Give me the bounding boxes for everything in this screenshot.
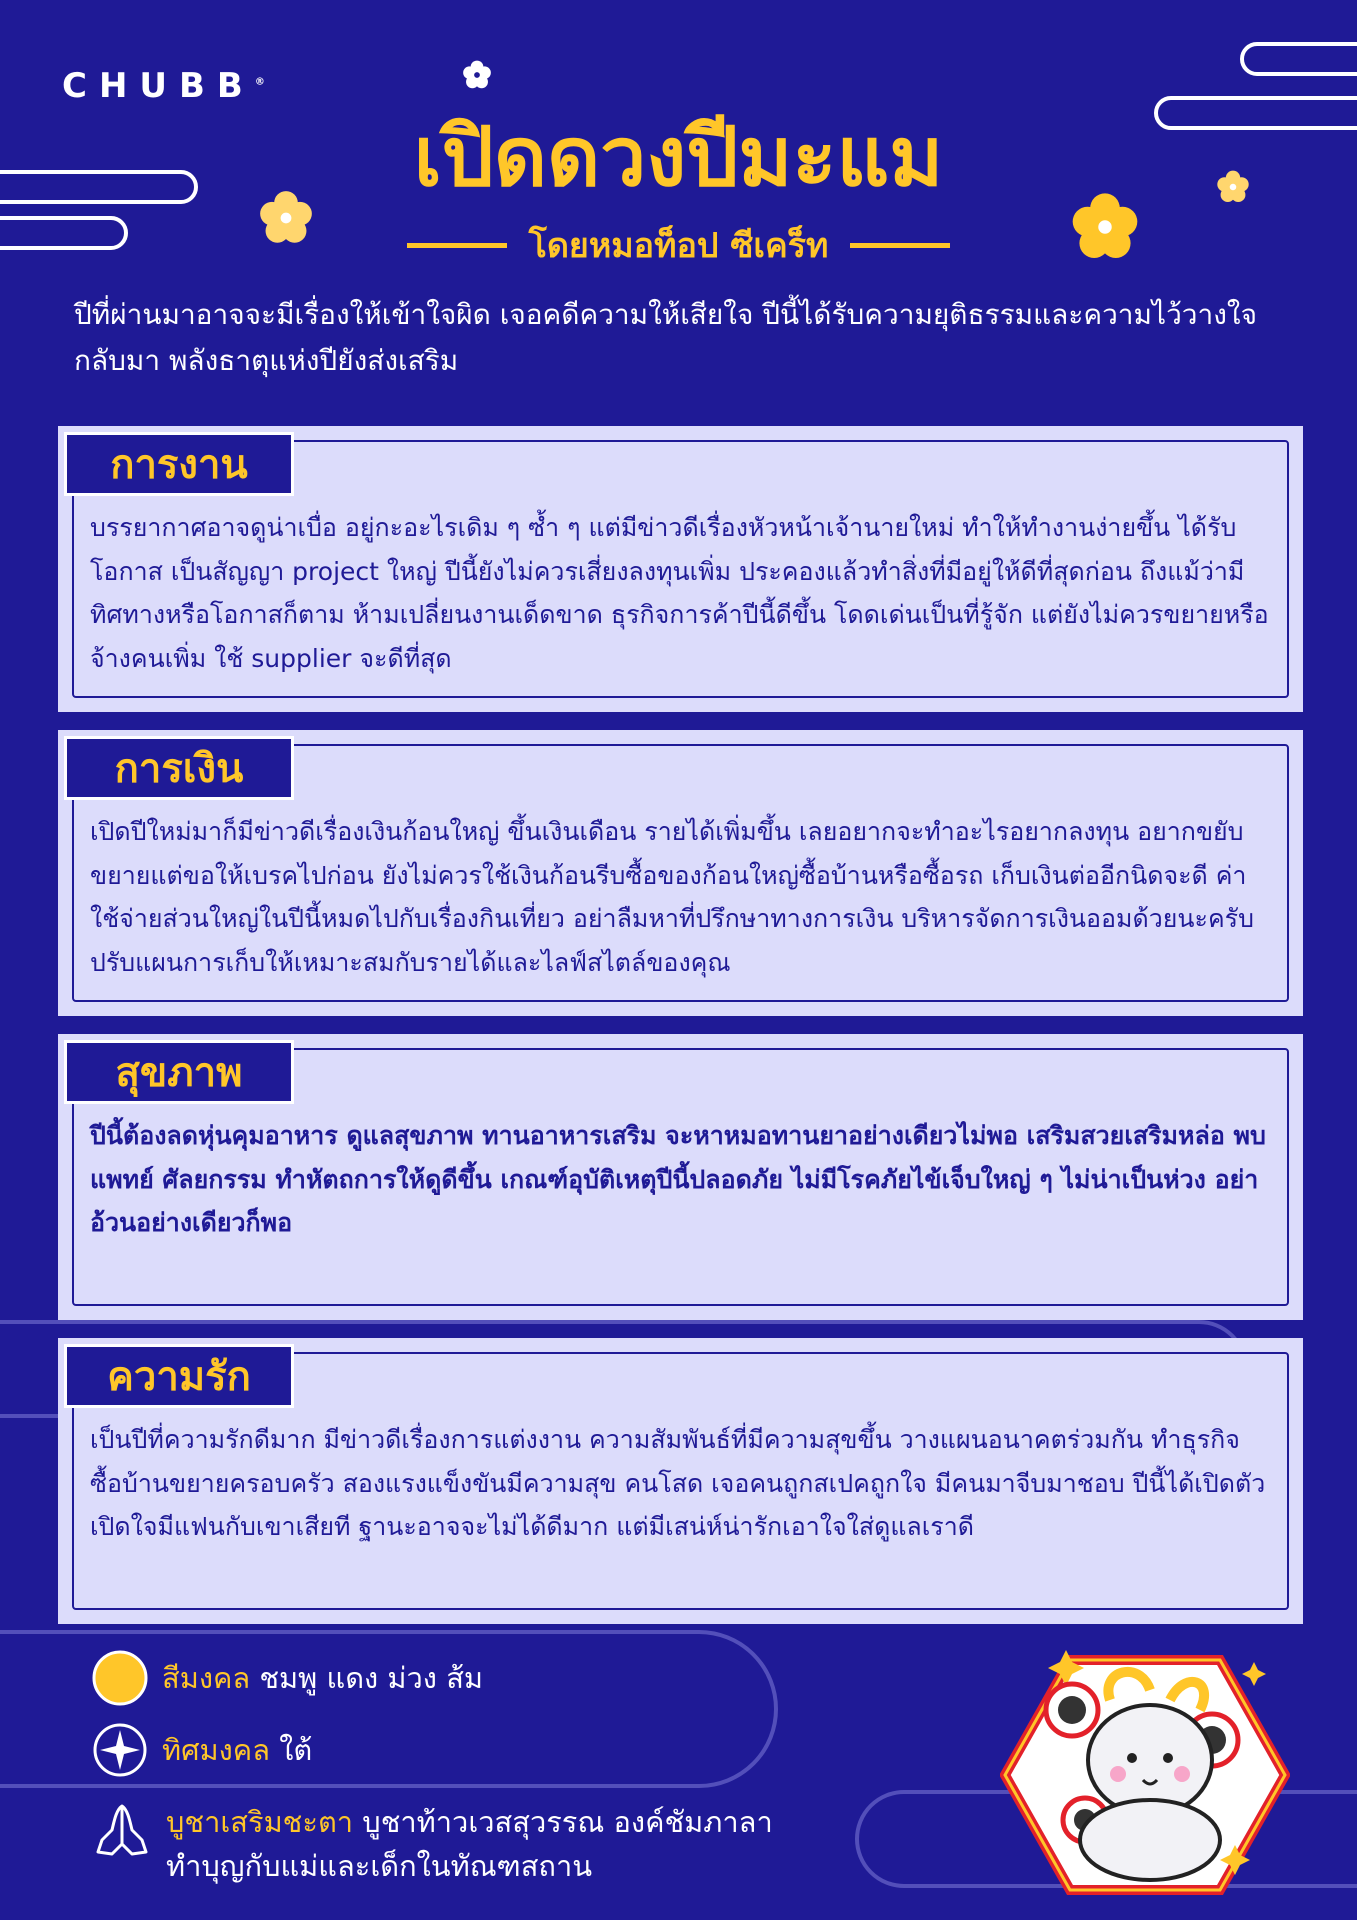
goat-illustration bbox=[1000, 1650, 1290, 1900]
section-body: เป็นปีที่ความรักดีมาก มีข่าวดีเรื่องการแต่งงาน ความสัมพันธ์ที่มีความสุขขึ้น วางแผนอนาคตร่วมกัน ทำธุรกิจ ซื้อบ้านขยายครอบครัว สองแรงแข็งขันมีความสุข คนโสด เจอคนถูกสเปคถูกใจ มีคนมาจีบมาชอบ ปีนี้ได้เปิดตัวเปิดใจมีแฟนกับเขาเสียที ฐานะอาจจะไม่ได้ดีมาก แต่มีเสน่ห์น่ารักเอาใจใส่ดูแลเราดี bbox=[90, 1425, 1266, 1541]
legend-value: ชมพู แดง ม่วง ส้ม bbox=[259, 1661, 484, 1695]
swoosh-decoration bbox=[1240, 42, 1357, 76]
section-finance bbox=[58, 730, 1303, 1016]
subtitle-row bbox=[0, 218, 1357, 272]
legend-value: บูชาท้าวเวสสุวรรณ องค์ชัมภาลา bbox=[362, 1805, 773, 1839]
legend-value-2: ทำบุญกับแม่และเด็กในทัณฑสถาน bbox=[166, 1849, 593, 1883]
section-title: การเงิน bbox=[64, 736, 294, 800]
compass-icon bbox=[92, 1722, 148, 1778]
lucky-direction-row bbox=[92, 1722, 312, 1778]
praying-hands-icon bbox=[92, 1800, 152, 1860]
section-body: บรรยากาศอาจดูน่าเบื่อ อยู่กะอะไรเดิม ๆ ซ้ำ ๆ แต่มีข่าวดีเรื่องหัวหน้าเจ้านายใหม่ ทำให้ทำงานง่ายขึ้น ได้รับโอกาส เป็นสัญญา project ใหญ่ ปีนี้ยังไม่ควรเสี่ยงลงทุนเพิ่ม ประคองแล้วทำสิ่งที่มีอยู่ให้ดีที่สุดก่อน ถึงแม้ว่ามีทิศทางหรือโอกาสก็ตาม ห้ามเปลี่ยนงานเด็ดขาด ธุรกิจการค้าปีนี้ดีขึ้น โดดเด่นเป็นที่รู้จัก แต่ยังไม่ควรขยายหรือจ้างคนเพิ่ม ใช้ supplier จะดีที่สุด bbox=[90, 513, 1269, 673]
section-love bbox=[58, 1338, 1303, 1624]
worship-row bbox=[92, 1800, 773, 1888]
section-title: การงาน bbox=[64, 432, 294, 496]
section-career bbox=[58, 426, 1303, 712]
chubb-logo: CHUBB® bbox=[62, 66, 265, 106]
sun-circle-icon bbox=[92, 1650, 148, 1706]
divider bbox=[850, 243, 950, 248]
intro-text: ปีที่ผ่านมาอาจจะมีเรื่องให้เข้าใจผิด เจอคดีความให้เสียใจ ปีนี้ได้รับความยุติธรรมและความไว้วางใจกลับมา พลังธาตุแห่งปียังส่งเสริม bbox=[74, 298, 1257, 377]
section-title: ความรัก bbox=[64, 1344, 294, 1408]
legend-key: บูชาเสริมชะตา bbox=[166, 1805, 354, 1839]
section-title: สุขภาพ bbox=[64, 1040, 294, 1104]
divider bbox=[407, 243, 507, 248]
legend-key: ทิศมงคล bbox=[162, 1733, 270, 1767]
section-body: ปีนี้ต้องลดหุ่นคุมอาหาร ดูแลสุขภาพ ทานอาหารเสริม จะหาหมอทานยาอย่างเดียวไม่พอ เสริมสวยเสริมหล่อ พบแพทย์ ศัลยกรรม ทำหัตถการให้ดูดีขึ้น เกณฑ์อุบัติเหตุปีนี้ปลอดภัย ไม่มีโรคภัยไข้เจ็บใหญ่ ๆ ไม่น่าเป็นห่วง อย่าอ้วนอย่างเดียวก็พอ bbox=[90, 1121, 1266, 1237]
page-subtitle: โดยหมอท็อป ซีเคร็ท bbox=[528, 226, 829, 266]
section-body: เปิดปีใหม่มาก็มีข่าวดีเรื่องเงินก้อนใหญ่ ขึ้นเงินเดือน รายได้เพิ่มขึ้น เลยอยากจะทำอะไรอยากลงทุน อยากขยับขยายแต่ขอให้เบรคไปก่อน ยังไม่ควรใช้เงินก้อนรีบซื้อของก้อนใหญ่ซื้อบ้านหรือซื้อรถ เก็บเงินต่ออีกนิดจะดี ค่าใช้จ่ายส่วนใหญ่ในปีนี้หมดไปกับเรื่องกินเที่ยว อย่าลืมหาที่ปรึกษาทางการเงิน บริหารจัดการเงินออมด้วยนะครับ ปรับแผนการเก็บให้เหมาะสมกับรายได้และไลฟ์สไตล์ของคุณ bbox=[90, 817, 1254, 977]
legend-value: ใต้ bbox=[279, 1733, 313, 1767]
legend-key: สีมงคล bbox=[162, 1661, 251, 1695]
plum-blossom-icon bbox=[462, 60, 492, 90]
section-health bbox=[58, 1034, 1303, 1320]
lucky-color-row bbox=[92, 1650, 483, 1706]
page-title: เปิดดวงปีมะแม bbox=[413, 110, 944, 205]
